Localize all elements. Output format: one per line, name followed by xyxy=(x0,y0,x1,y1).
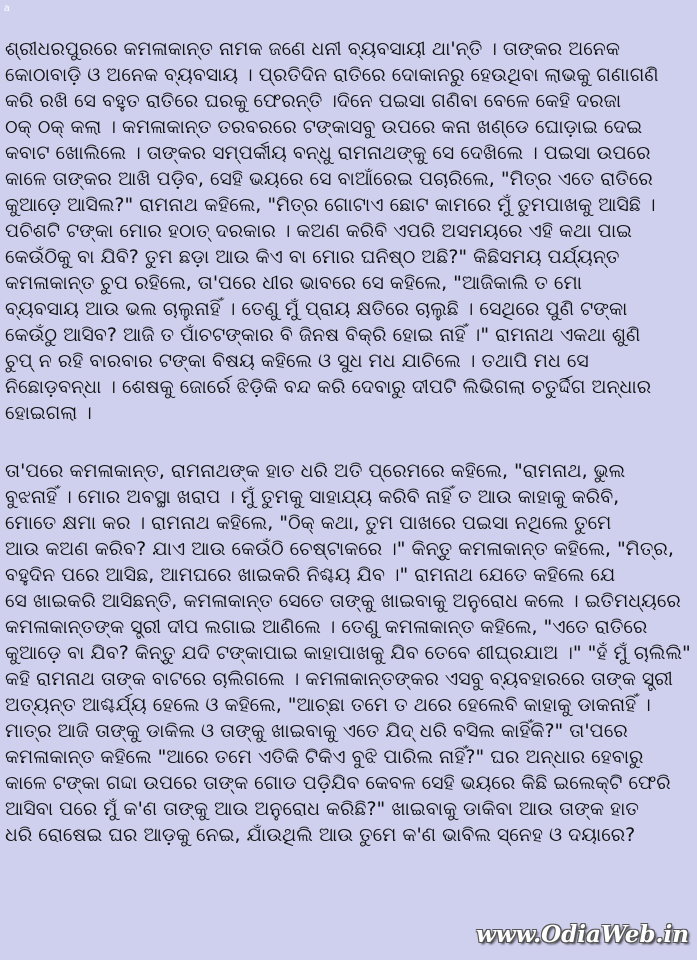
text-line: କୁଆଡ଼େ ବା ଯିବ? କିନ୍ତୁ ଯଦି ଟଙ୍କାପାଇ କାହାପାଖକୁ ଯିବ ତେବେ ଶୀଘ୍ରଯାଅ ।" "ହଁ ମୁଁ ଚାଲିଲି" xyxy=(5,642,691,664)
corner-mark: a xyxy=(4,3,10,14)
paragraph-2 xyxy=(5,458,693,848)
text-line: ଠକ୍ ଠକ୍ କଲା । କମଳାକାନ୍ତ ତରବରରେ ଟଙ୍କାସବୁ ଉପରେ କନା ଖଣ୍ଡେ ଘୋଡ଼ାଇ ଦେଇ xyxy=(5,116,643,138)
text-line: କମଳାକାନ୍ତ କହିଲେ "ଆରେ ତମେ ଏତିକି ଟିକିଏ ବୁଝି ପାରିଲ ନାହିଁ?" ଘର ଅନ୍ଧାର ହେବାରୁ xyxy=(5,746,644,768)
text-line: ଅତ୍ୟନ୍ତ ଆଶ୍ଚର୍ଯ୍ୟ ହେଲେ ଓ କହିଲେ, "ଆଚ୍ଛା ତମେ ତ ଥରେ ହେଲେବି କାହାକୁ ଡାକନାହିଁ । xyxy=(5,694,651,716)
text-line: କମଳାକାନ୍ତଙ୍କ ସ୍ତ୍ରୀ ଦୀପ ଲଗାଇ ଆଣିଲେ । ତେଣୁ କମଳାକାନ୍ତ କହିଲେ, "ଏତେ ରାତିରେ xyxy=(5,616,648,638)
text-line: ଶ୍ରୀଧରପୁରରେ କମଳାକାନ୍ତ ନାମକ ଜଣେ ଧନୀ ବ୍ୟବସାୟୀ ଥା'ନ୍ତି । ତାଙ୍କର ଅନେକ xyxy=(5,38,620,60)
text-line: ବ୍ୟବସାୟ ଆଉ ଭଲ ଚାଲୁନାହିଁ । ତେଣୁ ମୁଁ ପ୍ରାୟ କ୍ଷତିରେ ଚାଲୁଛି । ସେଥିରେ ପୁଣି ଟଙ୍କା xyxy=(5,298,628,320)
text-line: କୋଠାବାଡ଼ି ଓ ଅନେକ ବ୍ୟବସାୟ । ପ୍ରତିଦିନ ରାତିରେ ଦୋକାନରୁ ହେଉଥିବା ଲାଭକୁ ଗଣାଗଣି xyxy=(5,64,659,86)
paragraph-gap xyxy=(5,426,693,458)
site-watermark: www.OdiaWeb.in xyxy=(476,921,689,948)
text-line: କହି ରାମନାଥ ତାଙ୍କ ବାଟରେ ଚାଲିଗଲେ । କମଳାକାନ୍ତଙ୍କର ଏସବୁ ବ୍ୟବହାରରେ ତାଙ୍କ ସ୍ତ୍ରୀ xyxy=(5,668,673,690)
text-line: ମୋତେ କ୍ଷମା କର । ରାମନାଥ କହିଲେ, "ଠିକ୍ କଥା, ତୁମ ପାଖରେ ପଇସା ନଥିଲେ ତୁମେ xyxy=(5,512,612,534)
text-line: ସେ ଖାଇକରି ଆସିଛନ୍ତି, କମଳାକାନ୍ତ ସେତେ ତାଙ୍କୁ ଖାଇବାକୁ ଅନୁରୋଧ କଲେ । ଇତିମଧ୍ୟରେ xyxy=(5,590,681,612)
text-line: କମଳାକାନ୍ତ ଚୁପ ରହିଲେ, ତା'ପରେ ଧୀର ଭାବରେ ସେ କହିଲେ, "ଆଜିକାଲି ତ ମୋ xyxy=(5,272,582,294)
text-line: ବୁଝନାହିଁ । ମୋର ଅବସ୍ଥା ଖରାପ । ମୁଁ ତୁମକୁ ସାହାଯ୍ୟ କରିବି ନାହିଁ ତ ଆଉ କାହାକୁ କରିବି, xyxy=(5,486,620,508)
text-line: ପଚିଶଟି ଟଙ୍କା ମୋର ହଠାତ୍ ଦରକାର । କଅଣ କରିବି ଏପରି ଅସମୟରେ ଏହି କଥା ପାଇ xyxy=(5,220,632,242)
text-line: ଆଉ କଅଣ କରିବ? ଯାଏ ଆଉ କେଉଁଠି ଚେଷ୍ଟାକରେ ।" କିନ୍ତୁ କମଳାକାନ୍ତ କହିଲେ, "ମିତ୍ର, xyxy=(5,538,674,560)
text-line: ମାତ୍ର ଆଜି ତାଙ୍କୁ ଡାକିଲ ଓ ତାଙ୍କୁ ଖାଇବାକୁ ଏତେ ଯିଦ୍ ଧରି ବସିଲ କାହିଁକି?" ତା'ପରେ xyxy=(5,720,628,742)
text-line: ବହୁଦିନ ପରେ ଆସିଛ, ଆମଘରେ ଖାଇକରି ନିଶ୍ଚୟ ଯିବ ।" ରାମନାଥ ଯେତେ କହିଲେ ଯେ xyxy=(5,564,616,586)
text-line: ଧରି ରୋଷେଇ ଘର ଆଡ଼କୁ ନେଇ, ଯାଁଉଥିଲି ଆଉ ତୁମେ କ'ଣ ଭାବିଲ ସ୍ନେହ ଓ ଦୟାରେ? xyxy=(5,824,636,846)
story-text xyxy=(5,36,693,848)
text-line: ନିଛୋଡ଼ବନ୍ଧା । ଶେଷକୁ ଜୋର୍ରେ ଝିଡ଼ିକି ବନ୍ଦ କରି ଦେବାରୁ ଦୀପଟି ଲିଭିଗଲା ଚତୁର୍ଦ୍ଦିଗ ଅନ୍ଧାର xyxy=(5,376,652,398)
text-line: କୁଆଡ଼େ ଆସିଲ?" ରାମନାଥ କହିଲେ, "ମିତ୍ର ଗୋଟାଏ ଛୋଟ କାମରେ ମୁଁ ତୁମପାଖକୁ ଆସିଛି । xyxy=(5,194,656,216)
text-line: ତା'ପରେ କମଳାକାନ୍ତ, ରାମନାଥଙ୍କ ହାତ ଧରି ଅତି ପ୍ରେମରେ କହିଲେ, "ରାମନାଥ, ଭୁଲ xyxy=(5,460,626,482)
text-line: କାଳେ ଟଙ୍କା ଗଦ୍ଦା ଉପରେ ତାଙ୍କ ଗୋଡ ପଡ଼ିଯିବ କେବଳ ସେହି ଭୟରେ କିଛି ଇଲେକ୍ଟି ଫେରି xyxy=(5,772,671,794)
text-line: ଆସିବା ପରେ ମୁଁ କ'ଣ ତାଙ୍କୁ ଆଉ ଅନୁରୋଧ କରିଛି?" ଖାଇବାକୁ ଡାକିବା ଆଉ ତାଙ୍କ ହାତ xyxy=(5,798,639,820)
paragraph-1 xyxy=(5,36,693,426)
text-line: ଚୁପ୍ ନ ରହି ବାରବାର ଟଙ୍କା ବିଷୟ କହିଲେ ଓ ସୁଧ ମଧ ଯାଚିଲେ । ତଥାପି ମଧ ସେ xyxy=(5,350,589,372)
text-line: କବାଟ ଖୋଲିଲେ । ତାଙ୍କର ସମ୍ପର୍କୀୟ ବନ୍ଧୁ ରାମନାଥଙ୍କୁ ସେ ଦେଖିଲେ । ପଇସା ଉପରେ xyxy=(5,142,651,164)
text-line: କରି ରଖି ସେ ବହୁତ ରାତିରେ ଘରକୁ ଫେରନ୍ତି ।ଦିନେ ପଇସା ଗଣିବା ବେଳେ କେହି ଦରଜା xyxy=(5,90,622,112)
text-line: ହୋଇଗଲା । xyxy=(5,402,92,424)
text-line: କେଉଁଠିକୁ ବା ଯିବି? ତୁମ ଛଡ଼ା ଆଉ କିଏ ବା ମୋର ଘନିଷ୍ଠ ଅଛି?" କିଛିସମୟ ପର୍ଯ୍ୟନ୍ତ xyxy=(5,246,620,268)
text-line: କାଳେ ତାଙ୍କର ଆଖି ପଡ଼ିବ, ସେହି ଭୟରେ ସେ ବାଆଁରେଇ ପଚାରିଲେ, "ମିତ୍ର ଏତେ ରାତିରେ xyxy=(5,168,653,190)
text-line: କେଉଁଠୁ ଆସିବ? ଆଜି ତ ପାଁଚଟଙ୍କାର ବି ଜିନଷ ବିକ୍ରି ହୋଇ ନାହିଁ ।" ରାମନାଥ ଏକଥା ଶୁଣି xyxy=(5,324,641,346)
